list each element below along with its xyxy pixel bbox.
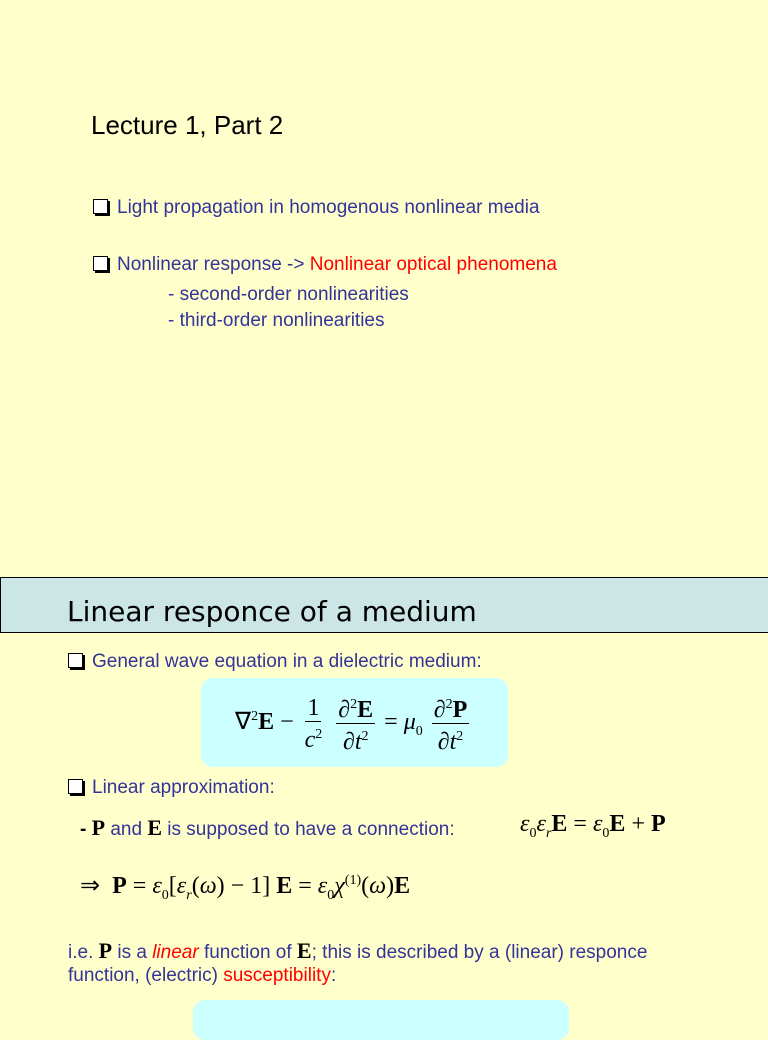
equation-connection: $\varepsilon_0\varepsilon_rE = \varepsilon_0E + P$ — [520, 811, 666, 841]
bullet-linear-approx: Linear approximation: — [68, 777, 275, 799]
slide-2 — [0, 575, 768, 1024]
checkbox-bullet-icon — [68, 779, 83, 794]
wave-equation: ∇$^2$E − $\frac{1}{c^2}$ $\frac{\partial^2E}{\partial t^2}$ = $\mu_0$ $\frac{\partial^2P}{\partial t^2}$ — [235, 692, 472, 755]
title-banner — [0, 577, 768, 633]
sub-item-second-order: - second-order nonlinearities — [168, 284, 409, 305]
equation-box-susceptibility — [193, 1000, 569, 1040]
bullet-wave-equation: General wave equation in a dielectric medium: — [68, 651, 482, 673]
highlight-nonlinear-phenomena: Nonlinear optical phenomena — [309, 254, 557, 275]
highlight-susceptibility: susceptibility — [223, 965, 331, 986]
checkbox-bullet-icon — [93, 199, 108, 214]
checkbox-bullet-icon — [68, 653, 83, 668]
slide-title: Linear responce of a medium — [67, 595, 477, 628]
bullet-light-propagation: Light propagation in homogenous nonlinear media — [93, 197, 540, 219]
line-ie-2: function, (electric) susceptibility: — [68, 965, 337, 986]
checkbox-bullet-icon — [93, 256, 108, 271]
bullet-nonlinear-response: Nonlinear response -> Nonlinear optical phenomena — [93, 254, 557, 276]
line-ie-1: i.e. P is a linear function of E; this is described by a (linear) responce — [68, 938, 648, 963]
slide-title: Lecture 1, Part 2 — [91, 110, 284, 140]
sub-item-third-order: - third-order nonlinearities — [168, 310, 385, 331]
equation-box-wave — [201, 678, 508, 767]
line-connection: - P and E is supposed to have a connection: — [80, 815, 455, 840]
equation-polarization: ⇒ $P = \varepsilon_0[\varepsilon_r(\omega) - 1] E = \varepsilon_0\chi^{(1)}(\omega)E$ — [80, 873, 411, 903]
